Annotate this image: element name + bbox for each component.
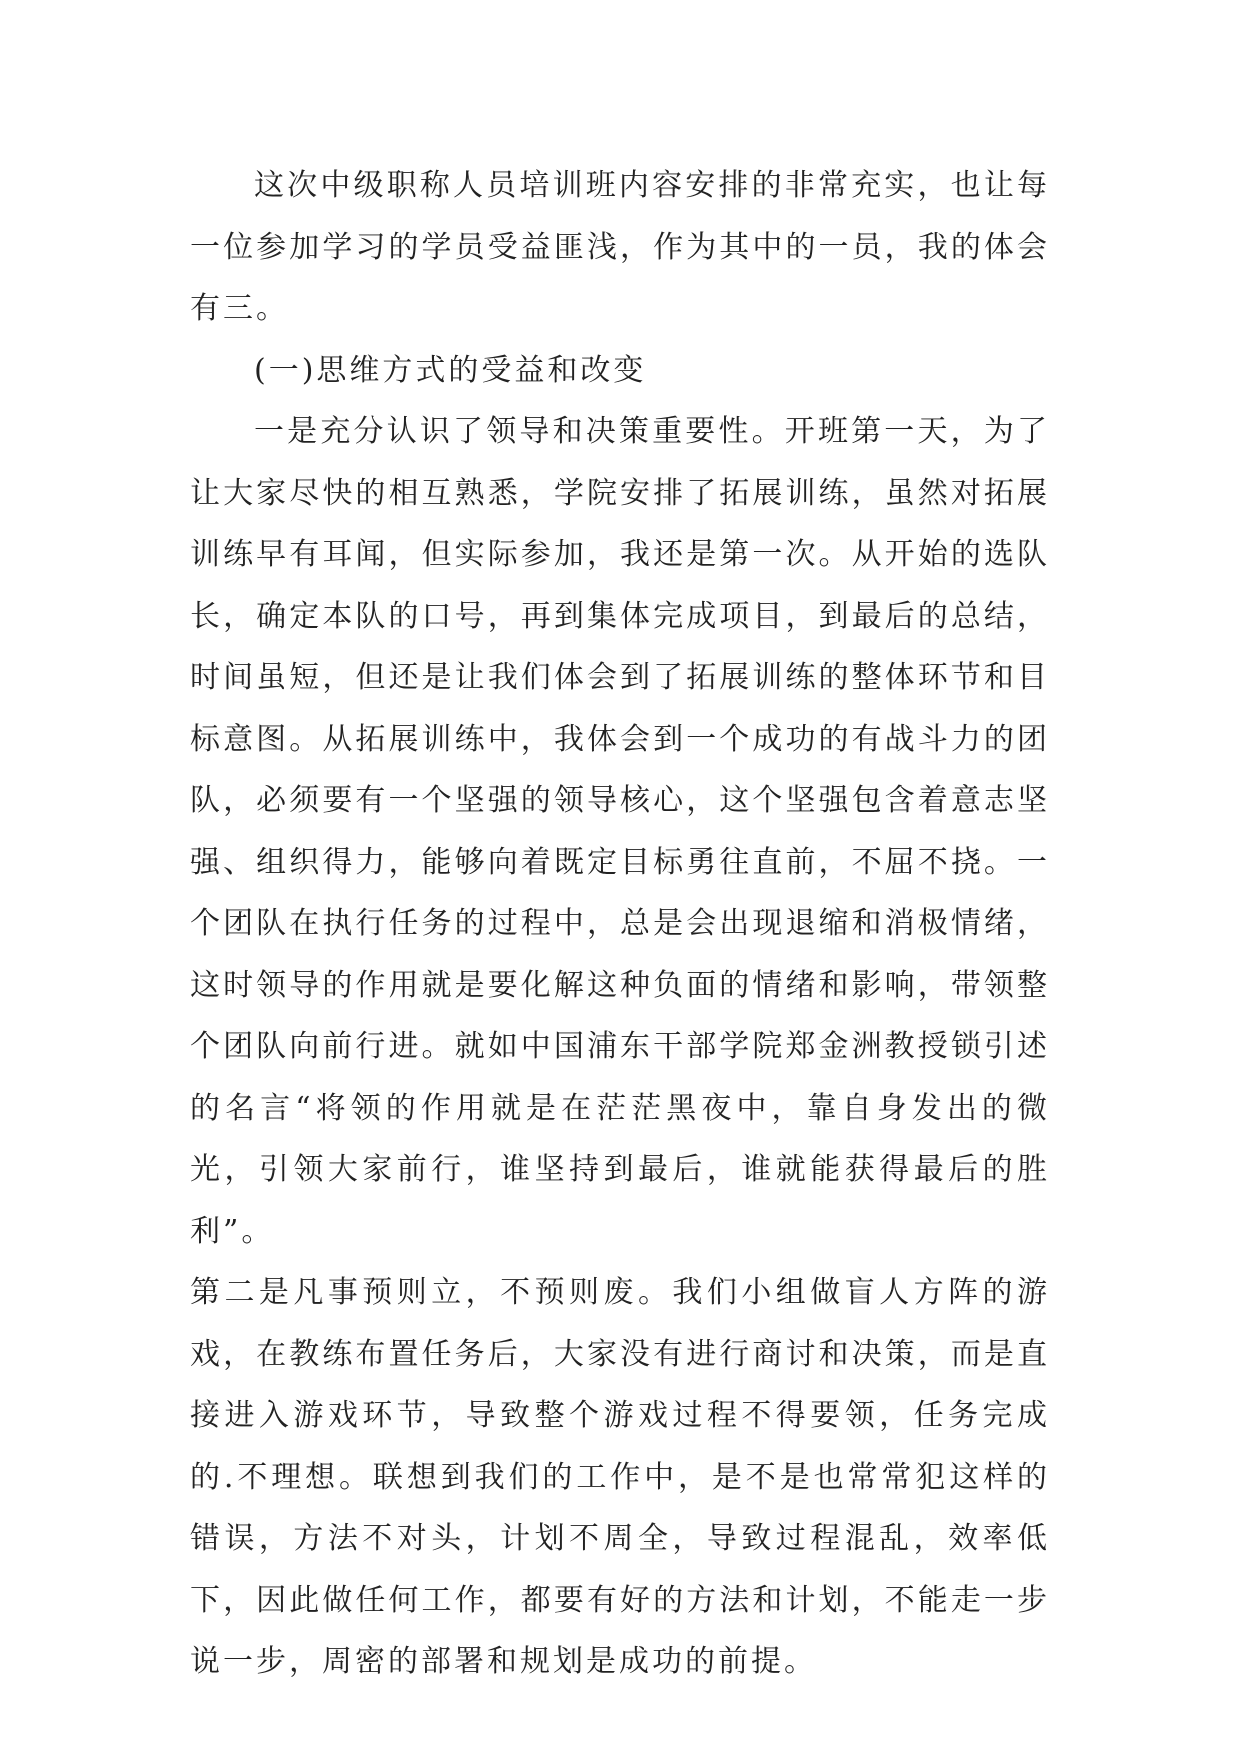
paragraph-planning: 第二是凡事预则立，不预则废。我们小组做盲人方阵的游戏，在教练布置任务后，大家没有进行商讨和决策，而是直接进入游戏环节，导致整个游戏过程不得要领，任务完成的.不理想。联想到我们的工作中，是不是也常常犯这样的错误，方法不对头，计划不周全，导致过程混乱，效率低下，因此做任何工作，都要有好的方法和计划，不能走一步说一步，周密的部署和规划是成功的前提。 — [190, 1275, 1050, 1679]
document-body — [190, 155, 1050, 1693]
paragraph-leadership: 一是充分认识了领导和决策重要性。开班第一天，为了让大家尽快的相互熟悉，学院安排了拓展训练，虽然对拓展训练早有耳闻，但实际参加，我还是第一次。从开始的选队长，确定本队的口号，再到集体完成项目，到最后的总结，时间虽短，但还是让我们体会到了拓展训练的整体环节和目标意图。从拓展训练中，我体会到一个成功的有战斗力的团队，必须要有一个坚强的领导核心，这个坚强包含着意志坚强、组织得力，能够向着既定目标勇往直前，不屈不挠。一个团队在执行任务的过程中，总是会出现退缩和消极情绪，这时领导的作用就是要化解这种负面的情绪和影响，带领整个团队向前行进。就如中国浦东干部学院郑金洲教授锁引述的名言“将领的作用就是在茫茫黑夜中，靠自身发出的微光，引领大家前行，谁坚持到最后，谁就能获得最后的胜利”。 — [190, 414, 1050, 1249]
paragraph-intro: 这次中级职称人员培训班内容安排的非常充实，也让每一位参加学习的学员受益匪浅，作为其中的一员，我的体会有三。 — [190, 168, 1050, 326]
section-heading: (一)思维方式的受益和改变 — [254, 352, 647, 388]
